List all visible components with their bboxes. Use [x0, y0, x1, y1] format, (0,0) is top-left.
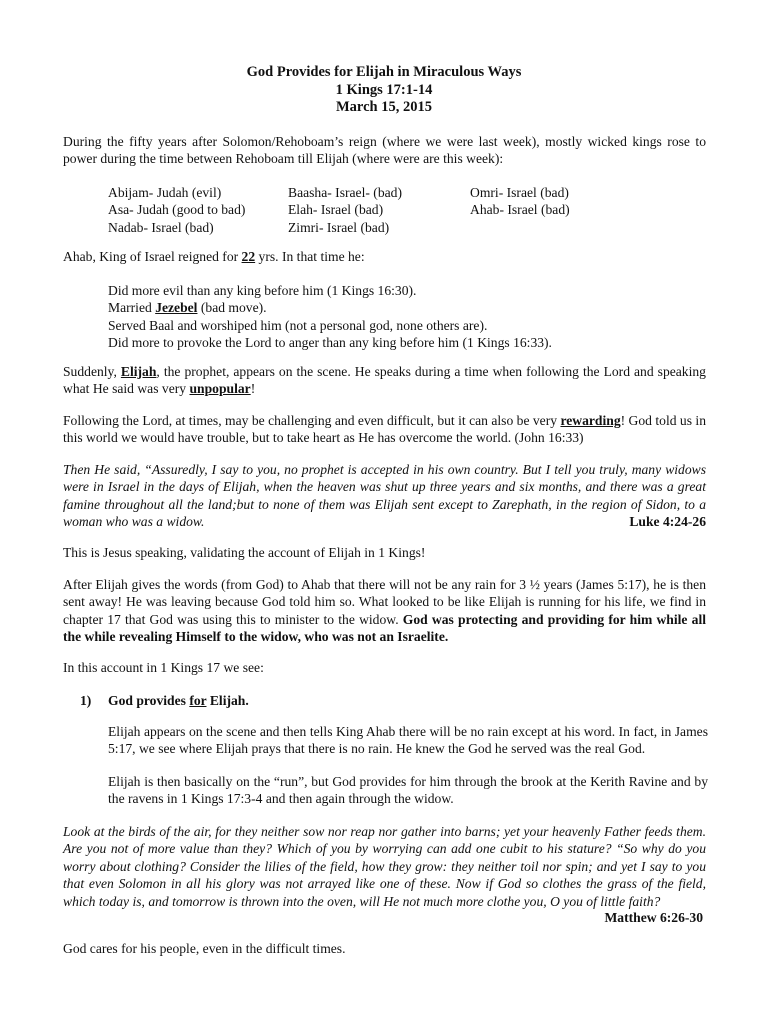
point-1-underlined: for: [189, 693, 207, 708]
king-item: Baasha- Israel- (bad): [288, 185, 402, 200]
ahab-list-item: [108, 299, 708, 316]
luke-quote-reference: Luke 4:24-26: [629, 514, 706, 529]
ahab-list-item-post: (bad move).: [197, 300, 267, 316]
elijah-text-post: !: [250, 381, 256, 397]
ahab-text-pre: Ahab, King of Israel reigned for: [63, 249, 242, 264]
unpopular-word: unpopular: [189, 381, 251, 397]
ahab-text-post: yrs. In that time he:: [255, 249, 365, 264]
point-1-number: 1): [80, 693, 92, 708]
account-paragraph: In this account in 1 Kings 17 we see:: [63, 660, 264, 675]
ahab-list-item: Did more to provoke the Lord to anger than any king before him (1 Kings 16:33).: [108, 335, 552, 351]
kings-column-1: [108, 184, 245, 236]
kings-column-3: [470, 184, 570, 219]
ahab-paragraph: [63, 248, 706, 265]
point-1-heading: [80, 692, 700, 709]
luke-quote-text: Then He said, “Assuredly, I say to you, no prophet is accepted in his own country. But I tell you truly, many widows were in Israel in the days of Elijah, when the heaven was shut up three years and six months, and there was a great famine throughout all the land;but to none of them was Elijah sent except to Zarephath, in the region of Sidon, to a woman who was a widow.: [63, 462, 706, 530]
jesus-paragraph: This is Jesus speaking, validating the account of Elijah in 1 Kings!: [63, 545, 426, 560]
after-paragraph: [63, 576, 706, 646]
intro-paragraph: During the fifty years after Solomon/Rehoboam’s reign (where we were last week), mostly wicked kings rose to power during the time between Rehoboam till Elijah (where were are this week):: [63, 134, 706, 167]
matthew-quote: Look at the birds of the air, for they neither sow nor reap nor gather into barns; yet your heavenly Father feeds them. Are you not of more value than they? Which of you by worrying can add one cubit to his stature? “So why do you worry about clothing? Consider the lilies of the field, how they grow: they neither toil nor spin; and yet I say to you that even Solomon in all his glory was not arrayed like one of these. Now if God so clothes the grass of the field, which today is, and tomorrow is thrown into the oven, will He not much more clothe you, O you of little faith?: [63, 824, 706, 909]
point-1-paragraph-1: Elijah appears on the scene and then tells King Ahab there will be no rain except at his word. In fact, in James 5:17, we see where Elijah prays that there is no rain. He knew the God he served was the real God.: [108, 724, 708, 757]
king-item: Nadab- Israel (bad): [108, 219, 214, 235]
following-text-pre: Following the Lord, at times, may be challenging and even difficult, but it can also be very: [63, 413, 561, 428]
elijah-name: Elijah: [120, 364, 157, 379]
point-1-text-post: Elijah.: [206, 693, 249, 708]
king-item: Abijam- Judah (evil): [108, 185, 222, 200]
elijah-text-pre: Suddenly,: [63, 364, 121, 379]
title-line-1: God Provides for Elijah in Miraculous Ways: [246, 64, 522, 80]
kings-column-2: [288, 184, 402, 236]
following-paragraph: [63, 412, 706, 447]
closing-paragraph: God cares for his people, even in the difficult times.: [63, 941, 346, 956]
king-item: Zimri- Israel (bad): [288, 219, 390, 235]
title-line-2: 1 Kings 17:1-14: [335, 81, 433, 98]
ahab-list-item: Did more evil than any king before him (1 Kings 16:30).: [108, 283, 417, 298]
elijah-text-mid: , the prophet, appears on the scene. He speaks during a time when following the Lord and speaking what He said was very: [63, 364, 706, 397]
matthew-quote-reference: Matthew 6:26-30: [604, 910, 703, 925]
rewarding-word: rewarding: [560, 413, 621, 428]
document-title: [0, 64, 768, 117]
point-1-paragraph-2: Elijah is then basically on the “run”, but God provides for him through the brook at the Kerith Ravine and by the ravens in 1 Kings 17:3-4 and then again through the widow.: [108, 774, 708, 807]
after-text: After Elijah gives the words (from God) to Ahab that there will not be any rain for 3 ½ years (James 5:17), he is then sent away! He was leaving because God told him so. What looked to be like Elijah is running for his life, we find in chapter 17 that God was using this to minister to the widow.: [63, 577, 706, 627]
after-text-bold: God was protecting and providing for him while all the while revealing Himself to the widow, who was not an Israelite.: [63, 611, 707, 645]
ahab-list-item-pre: Married: [108, 300, 156, 316]
king-item: Elah- Israel (bad): [288, 202, 384, 218]
ahab-years: 22: [241, 249, 256, 264]
point-1-text-pre: God provides: [108, 693, 190, 708]
following-text-post: ! God told us in this world we would have trouble, but to take heart as He has overcome the world. (John 16:33): [63, 413, 706, 446]
kings-list: [108, 184, 708, 238]
king-item: Asa- Judah (good to bad): [108, 202, 246, 218]
jezebel-name: Jezebel: [155, 300, 198, 316]
title-line-3: March 15, 2015: [336, 99, 432, 115]
ahab-list-item: Served Baal and worshiped him (not a personal god, none others are).: [108, 317, 488, 333]
elijah-paragraph: [63, 363, 706, 398]
ahab-list: [108, 282, 708, 352]
king-item: Ahab- Israel (bad): [470, 202, 570, 218]
king-item: Omri- Israel (bad): [470, 185, 569, 200]
